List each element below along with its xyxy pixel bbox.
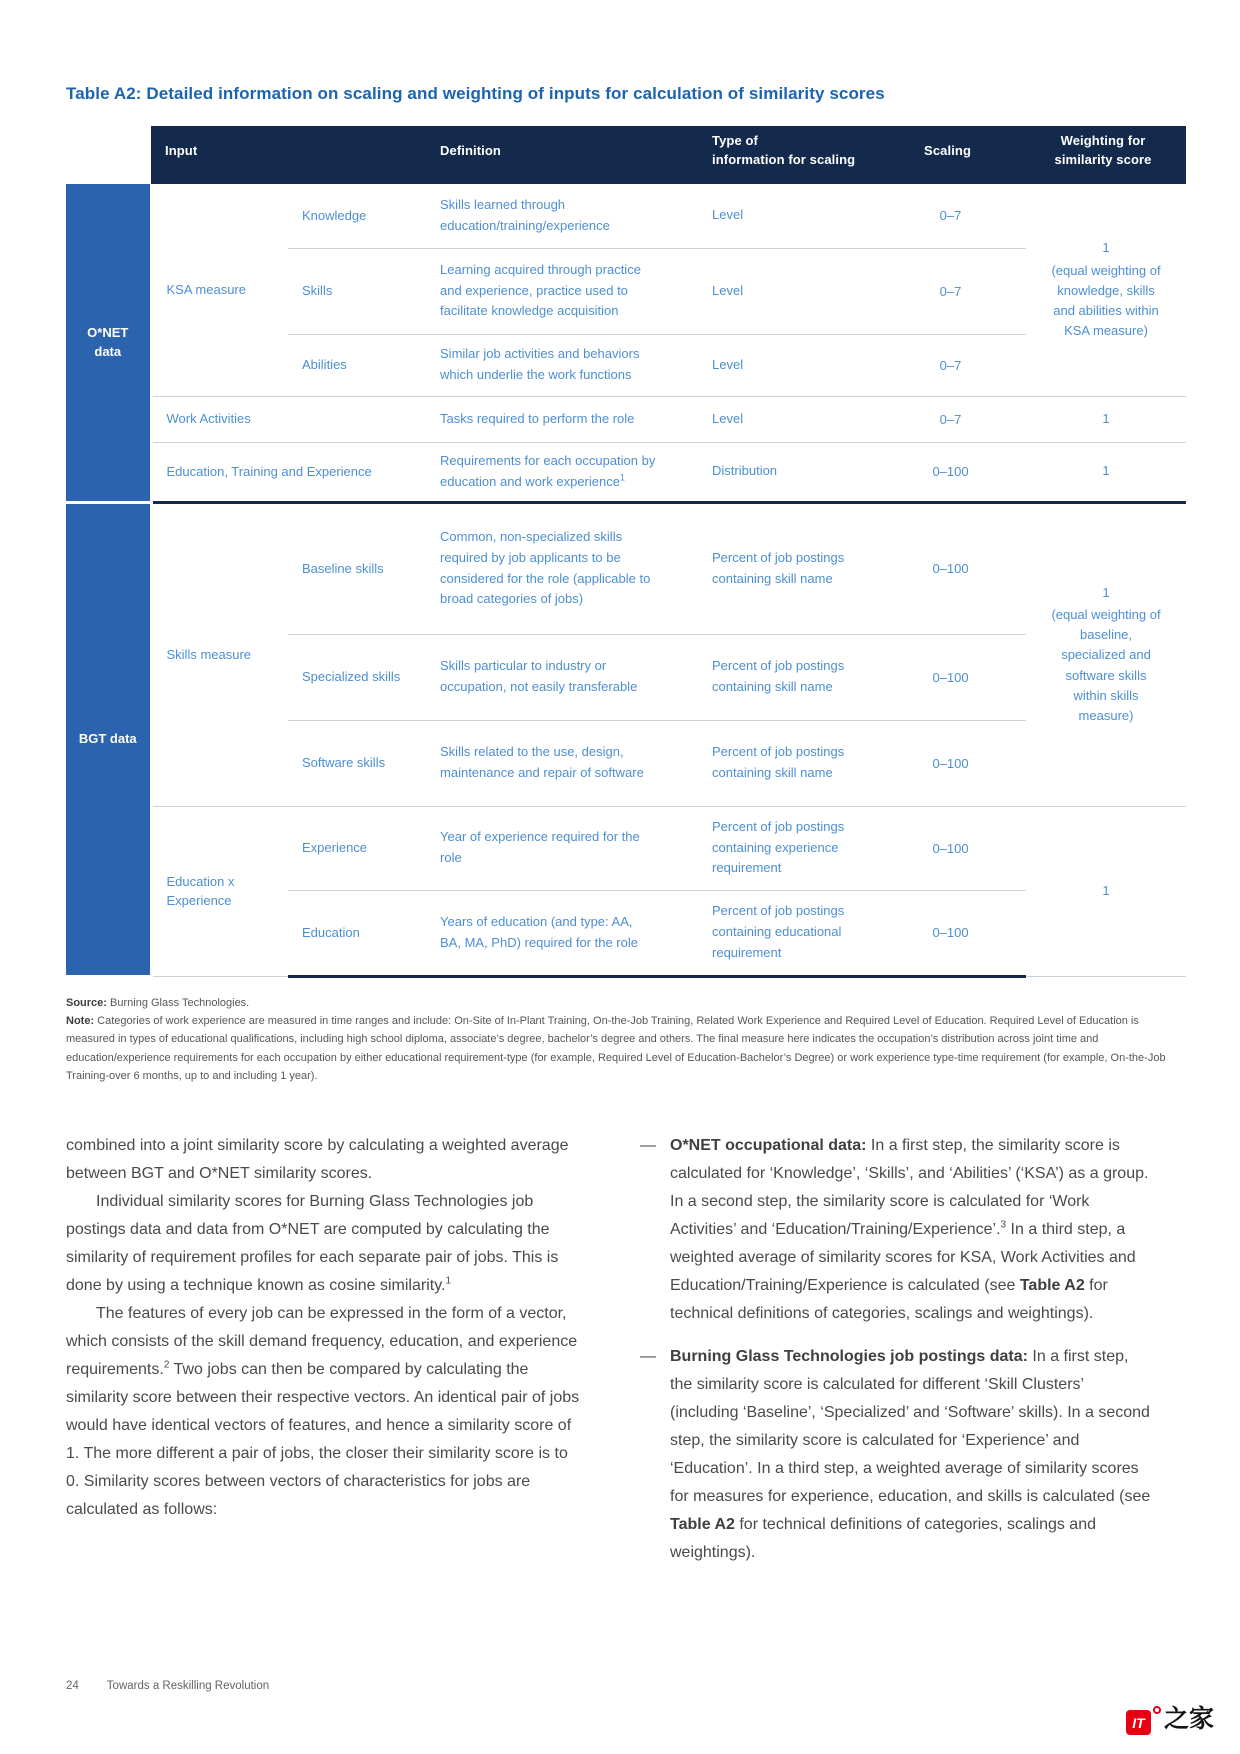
- cell-input-software-skills: Software skills: [288, 720, 426, 806]
- footnote-marker-3-body: 3: [1000, 1219, 1007, 1231]
- header-spacer-cell: [66, 126, 151, 184]
- cell-scaling-specialized-skills: 0–100: [875, 634, 1026, 720]
- footnote-marker-1: 1: [619, 472, 625, 483]
- weighting-value-skills-measure: 1: [1102, 585, 1110, 600]
- cell-type-education: Percent of job postings containing educational requirement: [698, 890, 875, 976]
- cell-definition-work-activities: Tasks required to perform the role: [426, 396, 698, 442]
- weighting-value-ksa: 1: [1102, 240, 1110, 256]
- bullet-lead: Burning Glass Technologies job postings data:: [670, 1347, 1028, 1365]
- cell-type-education-training-experience: Distribution: [698, 442, 875, 502]
- cell-type-specialized-skills: Percent of job postings containing skill name: [698, 634, 875, 720]
- cell-type-experience: Percent of job postings containing experience requirement: [698, 806, 875, 890]
- col-header-weighting-line2: similarity score: [1054, 152, 1152, 167]
- cell-definition-abilities: Similar job activities and behaviors which underlie the work functions: [426, 334, 698, 396]
- cell-input-baseline-skills: Baseline skills: [288, 502, 426, 634]
- row-group-label-onet-data: O*NET data: [66, 184, 151, 502]
- cell-definition-skills: Learning acquired through practice and experience, practice used to facilitate knowledge acquisition: [426, 248, 698, 334]
- cell-type-knowledge: Level: [698, 184, 875, 248]
- bullet-text: [670, 1132, 1155, 1328]
- cell-input-education-training-experience: Education, Training and Experience: [151, 442, 426, 502]
- cell-type-abilities: Level: [698, 334, 875, 396]
- paragraph-3-text-b: Two jobs can then be compared by calculating the similarity score between their respective vectors. An identical pair of jobs would have identical vectors of features, and hence a similarity score of 1. The more different a pair of jobs, the closer their similarity score is to 0. Similarity scores between vectors of characteristics for jobs are calculated as follows:: [66, 1360, 580, 1518]
- cell-input-abilities: Abilities: [288, 334, 426, 396]
- definition-text: Requirements for each occupation by education and work experience: [440, 452, 656, 489]
- table-a2-reference: Table A2: [670, 1515, 735, 1533]
- bullet-bgt-job-postings-data: [640, 1343, 1155, 1567]
- cell-scaling-software-skills: 0–100: [875, 720, 1026, 806]
- paragraph-2-text: Individual similarity scores for Burning Glass Technologies job postings data and data from O*NET are computed by calculating the similarity of requirement profiles for each separate pair of jobs. This is done by using a technique known as cosine similarity.: [66, 1192, 559, 1294]
- table-a2: [66, 126, 1186, 978]
- col-header-type-line1: Type of: [712, 132, 758, 148]
- note-label: Note:: [66, 1014, 95, 1027]
- cell-scaling-abilities: 0–7: [875, 334, 1026, 396]
- cell-scaling-knowledge: 0–7: [875, 184, 1026, 248]
- paragraph-2: [66, 1188, 585, 1300]
- cell-definition-baseline-skills: Common, non-specialized skills required by job applicants to be considered for the role (applicable to broad categories of jobs): [426, 502, 698, 634]
- cell-input-work-activities: Work Activities: [151, 396, 426, 442]
- cell-definition-specialized-skills: Skills particular to industry or occupation, not easily transferable: [426, 634, 698, 720]
- cell-input-skills: Skills: [288, 248, 426, 334]
- paragraph-3: [66, 1300, 585, 1524]
- cell-input-knowledge: Knowledge: [288, 184, 426, 248]
- cell-definition-education-training-experience: [426, 442, 698, 502]
- cell-scaling-baseline-skills: 0–100: [875, 502, 1026, 634]
- col-header-type-line2: information for scaling: [712, 152, 856, 167]
- source-note-block: [66, 994, 1186, 1086]
- footnote-marker-1-body: 1: [445, 1275, 452, 1287]
- source-label: Source:: [66, 996, 107, 1009]
- cell-input-skills-measure: Skills measure: [151, 502, 288, 806]
- weighting-note-ksa: (equal weighting of knowledge, skills and abilities within KSA measure): [1051, 262, 1161, 338]
- body-column-left: [66, 1132, 585, 1582]
- ithome-logo-icon: IT: [1126, 1710, 1151, 1735]
- document-title: Towards a Reskilling Revolution: [106, 1680, 270, 1692]
- body-text-columns: [66, 1132, 1186, 1582]
- bullet-dash-icon: —: [640, 1347, 656, 1365]
- cell-input-ksa-measure: KSA measure: [151, 184, 288, 396]
- cell-definition-software-skills: Skills related to the use, design, maintenance and repair of software: [426, 720, 698, 806]
- cell-definition-experience: Year of experience required for the role: [426, 806, 698, 890]
- weighting-note-skills-measure: (equal weighting of baseline, specialized and software skills within skills measure): [1051, 607, 1161, 723]
- note-line: [66, 1012, 1186, 1086]
- cell-type-work-activities: Level: [698, 396, 875, 442]
- table-row-baseline-skills: [66, 502, 1186, 634]
- cell-scaling-education-training-experience: 0–100: [875, 442, 1026, 502]
- page-number: 24: [66, 1680, 79, 1692]
- cell-scaling-education: 0–100: [875, 890, 1026, 976]
- page-footer: [66, 1680, 269, 1692]
- cell-input-education-x-experience: Education x Experience: [151, 806, 288, 976]
- bullet-body-a: In a first step, the similarity score is calculated for different ‘Skill Clusters’ (including ‘Baseline’, ‘Specialized’ and ‘Software’ skills). In a second step, the similarity score is calculated for ‘Experience’ and ‘Education’. In a third step, a weighted average of similarity scores for measures for experience, education, and skills is calculated (see: [670, 1347, 1151, 1505]
- col-header-type: [698, 126, 875, 184]
- bullet-body-a: In a first step, the similarity score is calculated for ‘Knowledge’, ‘Skills’, and ‘Abilities’ (‘KSA’) as a group. In a second step, the similarity score is calculated for ‘Work Activities’ and ‘Education/Training/Experience’.: [670, 1136, 1149, 1238]
- col-header-definition: Definition: [426, 126, 698, 184]
- table-row-education-training-experience: [66, 442, 1186, 502]
- cell-type-baseline-skills: Percent of job postings containing skill name: [698, 502, 875, 634]
- paragraph-1: combined into a joint similarity score by calculating a weighted average between BGT and O*NET similarity scores.: [66, 1136, 569, 1182]
- footnote-marker-2-body: 2: [163, 1359, 170, 1371]
- source-line: [66, 994, 1186, 1012]
- table-row-work-activities: [66, 396, 1186, 442]
- bullet-body-b: In a third step, a weighted average of similarity scores for KSA, Work Activities and Education/Training/Experience is calculated (see: [670, 1220, 1136, 1294]
- body-column-right: [640, 1132, 1155, 1582]
- bullet-body-b: for technical definitions of categories, scalings and weightings).: [670, 1515, 1096, 1561]
- ithome-watermark-logo: [1126, 1704, 1214, 1735]
- cell-type-skills: Level: [698, 248, 875, 334]
- col-header-scaling: Scaling: [875, 126, 1026, 184]
- cell-input-education: Education: [288, 890, 426, 976]
- bullet-dash-icon: —: [640, 1136, 656, 1154]
- table-row-knowledge: [66, 184, 1186, 248]
- cell-weighting-education-training-experience: 1: [1026, 442, 1186, 502]
- cell-scaling-skills: 0–7: [875, 248, 1026, 334]
- cell-scaling-work-activities: 0–7: [875, 396, 1026, 442]
- cell-type-software-skills: Percent of job postings containing skill name: [698, 720, 875, 806]
- bullet-lead: O*NET occupational data:: [670, 1136, 867, 1154]
- row-group-label-bgt-data: BGT data: [66, 502, 151, 976]
- paragraph-3-text-a: The features of every job can be expressed in the form of a vector, which consists of the skill demand frequency, education, and experience requirements.: [66, 1304, 578, 1378]
- bullet-body-c: for technical definitions of categories, scalings and weightings).: [670, 1276, 1108, 1322]
- cell-input-experience: Experience: [288, 806, 426, 890]
- note-text: Categories of work experience are measured in time ranges and include: On-Site of In-Plant Training, On-the-Job Training, Related Work Experience and Required Level of Education. Required Level of Education is measured in types of educational qualifications, including high school diploma, associate’s degree, bachelor’s degree and others. The final measure here indicates the occupation’s distribution across joint time and education/experience requirements for each occupation by either educational requirement-type (for example, Required Level of Education-Bachelor’s Degree) or work experience type-time requirement (for example, On-the-Job Training-over 6 months, up to and including 1 year).: [66, 1014, 1166, 1083]
- cell-weighting-skills-measure: [1026, 502, 1186, 806]
- bullet-onet-occupational-data: [640, 1132, 1155, 1328]
- cell-scaling-experience: 0–100: [875, 806, 1026, 890]
- col-header-input: Input: [151, 126, 426, 184]
- bullet-text: [670, 1343, 1155, 1567]
- col-header-weighting-line1: Weighting for: [1060, 132, 1146, 148]
- cell-definition-education: Years of education (and type: AA, BA, MA, PhD) required for the role: [426, 890, 698, 976]
- table-row-experience: [66, 806, 1186, 890]
- cell-weighting-ksa: [1026, 184, 1186, 396]
- source-text: Burning Glass Technologies.: [106, 996, 250, 1009]
- cell-input-specialized-skills: Specialized skills: [288, 634, 426, 720]
- cell-weighting-education-x-experience: 1: [1026, 806, 1186, 976]
- ithome-logo-badge-icon: [1153, 1706, 1161, 1714]
- table-title: Table A2: Detailed information on scaling and weighting of inputs for calculation of similarity scores: [66, 84, 885, 103]
- col-header-weighting: [1026, 126, 1186, 184]
- cell-definition-knowledge: Skills learned through education/training/experience: [426, 184, 698, 248]
- table-header-row: [66, 126, 1186, 184]
- table-a2-reference: Table A2: [1019, 1276, 1085, 1294]
- cell-weighting-work-activities: 1: [1026, 396, 1186, 442]
- ithome-logo-cn-text: 之家: [1164, 1704, 1215, 1733]
